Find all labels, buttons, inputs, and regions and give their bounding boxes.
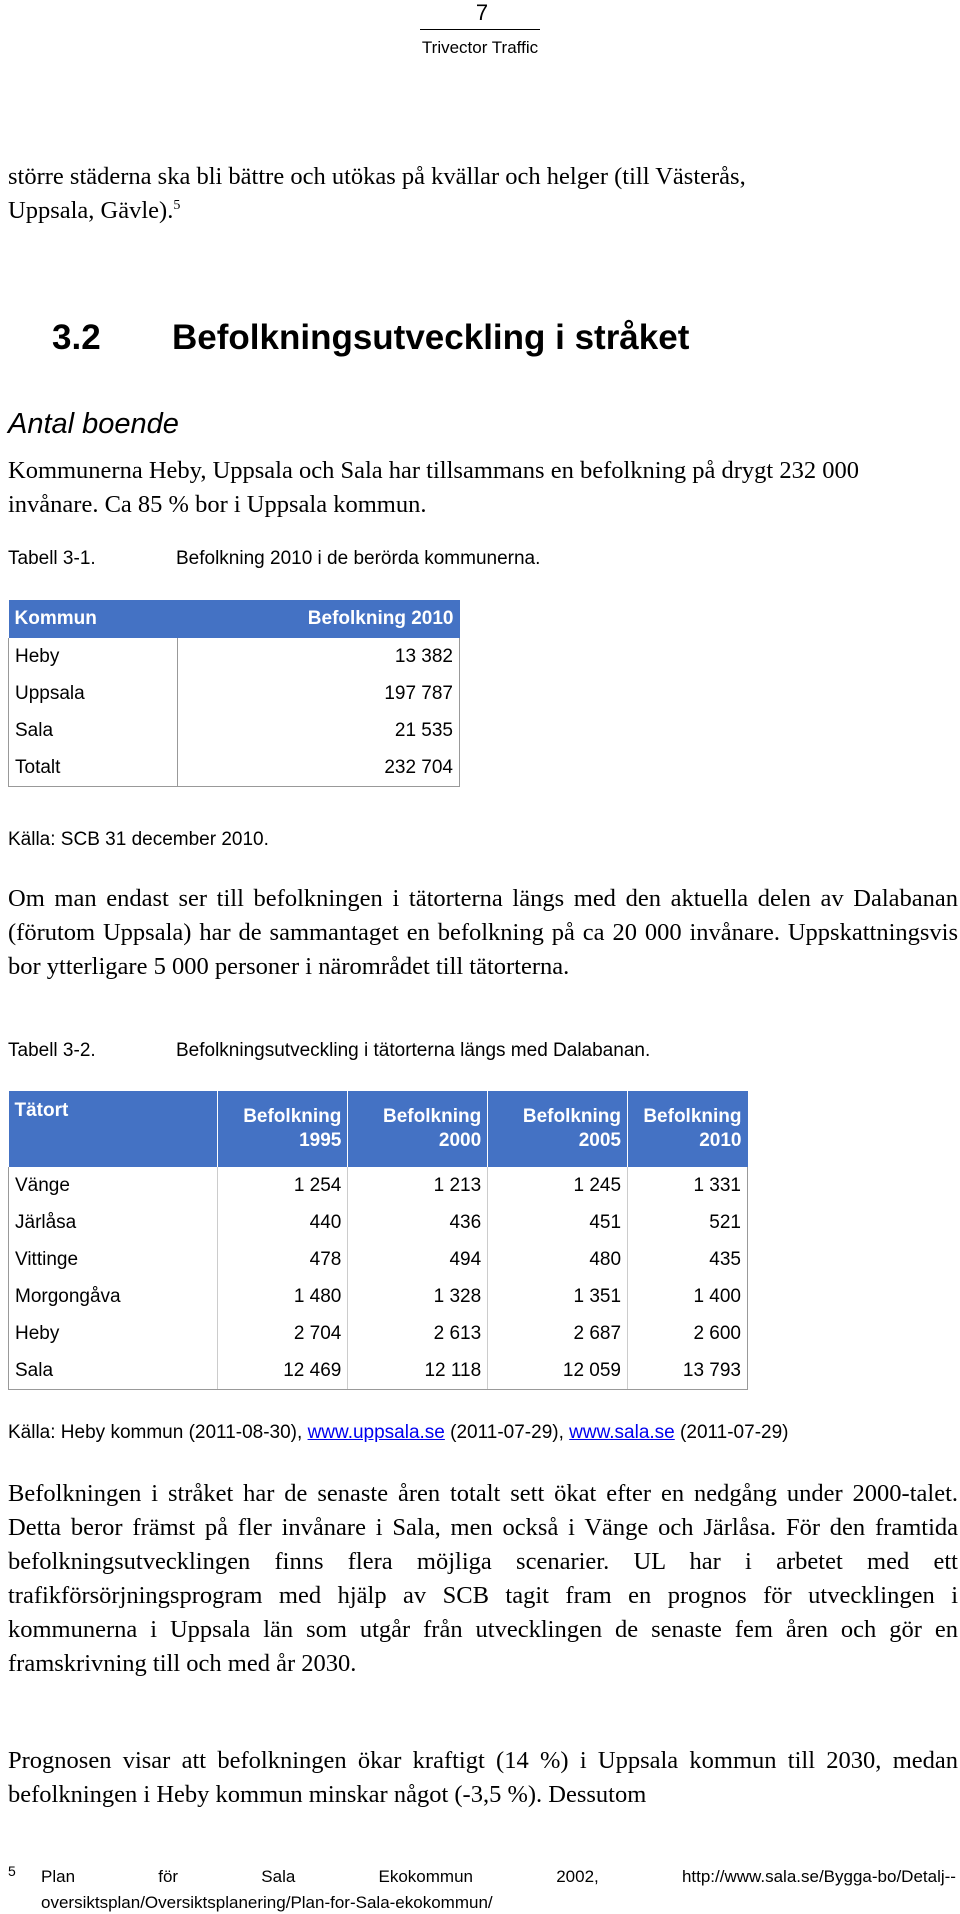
table-header-row	[9, 1091, 748, 1167]
table-row	[9, 749, 460, 787]
table-cell: 2 687	[488, 1315, 628, 1352]
table1-source: Källa: SCB 31 december 2010.	[8, 829, 269, 850]
table-cell: 480	[488, 1241, 628, 1278]
header-rule	[420, 29, 540, 30]
table-cell: Vänge	[9, 1167, 218, 1204]
table-cell: 12 059	[488, 1352, 628, 1390]
table-cell: 521	[628, 1204, 748, 1241]
column-header: Kommun	[9, 600, 178, 638]
table-cell: Morgongåva	[9, 1278, 218, 1315]
table1-caption-text: Befolkning 2010 i de berörda kommunerna.	[176, 548, 541, 569]
column-header: Tätort	[9, 1091, 218, 1167]
column-header: Befolkning 2010	[628, 1091, 748, 1167]
paragraph-3: Befolkningen i stråket har de senaste åren totalt sett ökat efter en nedgång under 2000-talet. Detta beror främst på fler invånare i Sala, men också i Vänge och Järlåsa. För den framtida befolkningsutvecklingen finns flera möjliga scenarier. UL har i arbetet med ett trafikförsörjningsprogram med hjälp av SCB tagit fram en prognos för utvecklingen i kommunerna i Uppsala län som utgår från utvecklingen de senaste fem åren och gör en framskrivning till och med år 2030.	[8, 1480, 958, 1677]
table-row	[9, 1241, 748, 1278]
table-cell: 451	[488, 1204, 628, 1241]
table-cell: 1 328	[348, 1278, 488, 1315]
table2-caption-text: Befolkningsutveckling i tätorterna längs med Dalabanan.	[176, 1040, 651, 1061]
table1-caption-label: Tabell 3-1.	[8, 548, 96, 569]
table-cell: 1 213	[348, 1167, 488, 1204]
table-cell: Sala	[9, 1352, 218, 1390]
table-cell: 13 382	[177, 638, 459, 675]
table-cell: 478	[218, 1241, 348, 1278]
table-cell: 1 480	[218, 1278, 348, 1315]
table-header-row	[9, 600, 460, 638]
table-cell: 494	[348, 1241, 488, 1278]
table-cell: 2 704	[218, 1315, 348, 1352]
table-cell: 1 254	[218, 1167, 348, 1204]
uppsala-link[interactable]: www.uppsala.se	[307, 1422, 445, 1443]
table-cell: 440	[218, 1204, 348, 1241]
table-row	[9, 712, 460, 749]
table-cell: 1 400	[628, 1278, 748, 1315]
table-cell: 436	[348, 1204, 488, 1241]
table-cell: Vittinge	[9, 1241, 218, 1278]
table-cell: 435	[628, 1241, 748, 1278]
intro-paragraph	[8, 160, 958, 228]
table-cell: Heby	[9, 1315, 218, 1352]
table-cell: 2 600	[628, 1315, 748, 1352]
intro-line-2: Uppsala, Gävle).	[8, 197, 174, 224]
column-header: Befolkning 2005	[488, 1091, 628, 1167]
section-title: Befolkningsutveckling i stråket	[172, 318, 690, 357]
footnote-line-1: Plan för Sala Ekokommun 2002, http://www.sala.se/Bygga-bo/Detalj--	[41, 1867, 956, 1886]
sala-link[interactable]: www.sala.se	[569, 1422, 675, 1443]
table2-caption-label: Tabell 3-2.	[8, 1040, 96, 1061]
table-row	[9, 1167, 748, 1204]
table1-caption	[8, 548, 540, 570]
table-cell: 197 787	[177, 675, 459, 712]
table-cell: 1 245	[488, 1167, 628, 1204]
table-cell: 12 469	[218, 1352, 348, 1390]
table-row	[9, 1278, 748, 1315]
town-population-table	[8, 1091, 748, 1390]
table-cell: 2 613	[348, 1315, 488, 1352]
column-header: Befolkning 2010	[177, 600, 459, 638]
table-cell: Järlåsa	[9, 1204, 218, 1241]
page-number: 7	[475, 0, 489, 25]
table-cell: 21 535	[177, 712, 459, 749]
table2-source: Källa: Heby kommun (2011-08-30), www.uppsala.se (2011-07-29), www.sala.se (2011-07-29)	[8, 1422, 789, 1443]
paragraph-2: Om man endast ser till befolkningen i tätorterna längs med den aktuella delen av Dalabanan (förutom Uppsala) har de sammantaget en befolkning på ca 20 000 invånare. Uppskattningsvis bor ytterligare 5 000 personer i närområdet till tätorterna.	[8, 885, 958, 980]
section-heading	[52, 318, 689, 358]
table2-caption	[8, 1040, 650, 1062]
table-cell: 1 351	[488, 1278, 628, 1315]
column-header: Befolkning 2000	[348, 1091, 488, 1167]
footnote-line-2: oversiktsplan/Oversiktsplanering/Plan-for-Sala-ekokommun/	[41, 1893, 493, 1912]
column-header: Befolkning 1995	[218, 1091, 348, 1167]
table-cell: Uppsala	[9, 675, 178, 712]
paragraph-1: Kommunerna Heby, Uppsala och Sala har tillsammans en befolkning på drygt 232 000 invånare. Ca 85 % bor i Uppsala kommun.	[8, 457, 859, 518]
table-cell: Sala	[9, 712, 178, 749]
population-table	[8, 600, 460, 787]
table-cell: Totalt	[9, 749, 178, 787]
table-cell: 1 331	[628, 1167, 748, 1204]
subheading: Antal boende	[8, 408, 179, 440]
table-row	[9, 1204, 748, 1241]
table-cell: 12 118	[348, 1352, 488, 1390]
table-cell: 13 793	[628, 1352, 748, 1390]
paragraph-4: Prognosen visar att befolkningen ökar kraftigt (14 %) i Uppsala kommun till 2030, medan befolkningen i Heby kommun minskar något (-3,5 %). Dessutom	[8, 1747, 958, 1808]
table-cell: Heby	[9, 638, 178, 675]
footnote-ref[interactable]: 5	[173, 197, 181, 213]
table-row	[9, 675, 460, 712]
section-number: 3.2	[52, 318, 101, 357]
table-row	[9, 1315, 748, 1352]
table-cell: 232 704	[177, 749, 459, 787]
footnote-url[interactable]: http://www.sala.se/Bygga-bo/Detalj--	[681, 1867, 956, 1886]
table-row	[9, 1352, 748, 1390]
footnote-number: 5	[8, 1863, 16, 1879]
header-company: Trivector Traffic	[421, 38, 539, 57]
intro-line-1: större städerna ska bli bättre och utökas på kvällar och helger (till Västerås,	[8, 163, 746, 190]
table-row	[9, 638, 460, 675]
